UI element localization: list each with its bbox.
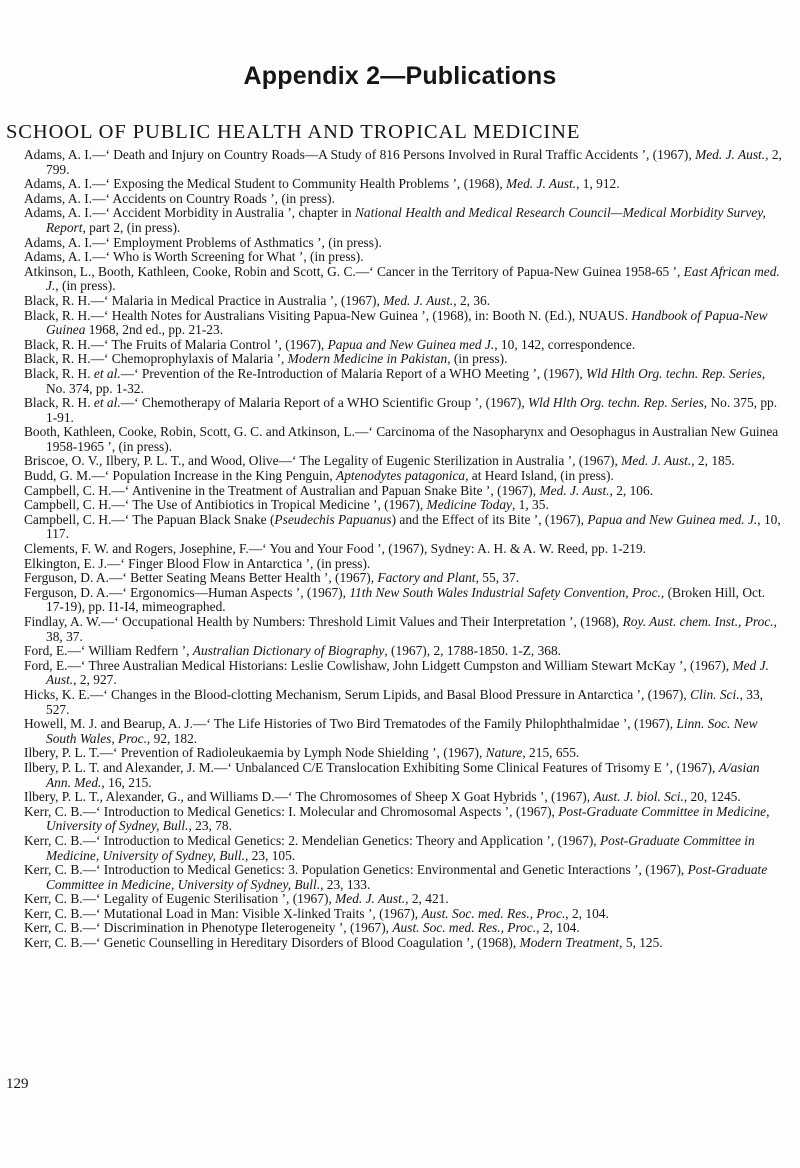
publication-entry: Adams, A. I.—‘ Accidents on Country Roads ’, (in press).	[24, 190, 335, 206]
publication-entry: Kerr, C. B.—‘ Genetic Counselling in Hereditary Disorders of Blood Coagulation ’, (1968), Modern Treatment, 5, 125.	[24, 935, 663, 951]
publication-entry: Kerr, C. B.—‘ Legality of Eugenic Sterilisation ’, (1967), Med. J. Aust., 2, 421.	[24, 891, 449, 907]
publication-entry: Black, R. H.—‘ Health Notes for Australians Visiting Papua-New Guinea ’, (1968), in: Booth N. (Ed.), NUAUS. Handbook of Papua-New Guinea 1968, 2nd ed., pp. 21-23.	[24, 307, 768, 338]
publication-entry: Ilbery, P. L. T. and Alexander, J. M.—‘ Unbalanced C/E Translocation Exhibiting Some Clinical Features of Trisomy E ’, (1967), A/asian Ann. Med., 16, 215.	[24, 759, 760, 790]
publication-entry: Howell, M. J. and Bearup, A. J.—‘ The Life Histories of Two Bird Trematodes of the Family Philophthalmidae ’, (1967), Linn. Soc. New South Wales, Proc., 92, 182.	[24, 716, 758, 746]
publication-entry: Adams, A. I.—‘ Death and Injury on Country Roads—A Study of 816 Persons Involved in Rural Traffic Accidents ’, (1967), Med. J. Aust., 2, 799.	[24, 147, 782, 177]
publication-entry: Kerr, C. B.—‘ Introduction to Medical Genetics: I. Molecular and Chromosomal Aspects ’, (1967), Post-Graduate Committee in Medicine, University of Sydney, Bull., 23, 78.	[24, 803, 770, 834]
publication-entry: Kerr, C. B.—‘ Introduction to Medical Genetics: 2. Mendelian Genetics: Theory and Application ’, (1967), Post-Graduate Committee in Medicine, University of Sydney, Bull., 23, 105.	[24, 832, 755, 863]
publication-entry: Adams, A. I.—‘ Accident Morbidity in Australia ’, chapter in National Health and Medical Research Council—Medical Morbidity Survey, Report, part 2, (in press).	[24, 205, 766, 235]
page-title: Appendix 2—Publications	[243, 62, 557, 90]
publication-entry: Hicks, K. E.—‘ Changes in the Blood-clotting Mechanism, Serum Lipids, and Basal Blood Pressure in Antarctica ’, (1967), Clin. Sci., 33, 527.	[24, 686, 763, 717]
publication-entry: Briscoe, O. V., Ilbery, P. L. T., and Wood, Olive—‘ The Legality of Eugenic Sterilization in Australia ’, (1967), Med. J. Aust., 2, 185.	[24, 453, 735, 469]
publication-entry: Black, R. H.—‘ Chemoprophylaxis of Malaria ’, Modern Medicine in Pakistan, (in press).	[24, 351, 508, 367]
publication-entry: Campbell, C. H.—‘ The Papuan Black Snake (Pseudechis Papuanus) and the Effect of its Bite ’, (1967), Papua and New Guinea med. J., 10, 117.	[24, 511, 781, 542]
publication-entry: Clements, F. W. and Rogers, Josephine, F.—‘ You and Your Food ’, (1967), Sydney: A. H. & A. W. Reed, pp. 1-219.	[24, 541, 647, 557]
publication-entry: Black, R. H.—‘ The Fruits of Malaria Control ’, (1967), Papua and New Guinea med J., 10, 142, correspondence.	[24, 336, 636, 352]
publication-entry: Ford, E.—‘ Three Australian Medical Historians: Leslie Cowlishaw, John Lidgett Cumpston and William Stewart McKay ’, (1967), Med J. Aust., 2, 927.	[24, 657, 769, 688]
publication-entry: Ferguson, D. A.—‘ Ergonomics—Human Aspects ’, (1967), 11th New South Wales Industrial Safety Convention, Proc., (Broken Hill, Oct. 17-19), pp. I1-I4, mimeographed.	[24, 584, 766, 615]
publication-entry: Elkington, E. J.—‘ Finger Blood Flow in Antarctica ’, (in press).	[24, 555, 371, 571]
publication-entry: Black, R. H. et al.—‘ Chemotherapy of Malaria Report of a WHO Scientific Group ’, (1967), Wld Hlth Org. techn. Rep. Series, No. 375, pp. 1-91.	[24, 395, 778, 425]
publication-entry: Ilbery, P. L. T., Alexander, G., and Williams D.—‘ The Chromosomes of Sheep X Goat Hybrids ’, (1967), Aust. J. biol. Sci., 20, 1245.	[24, 789, 741, 805]
publication-entry: Kerr, C. B.—‘ Mutational Load in Man: Visible X-linked Traits ’, (1967), Aust. Soc. med. Res., Proc., 2, 104.	[24, 905, 609, 921]
publication-list	[24, 148, 786, 951]
publication-entry: Adams, A. I.—‘ Employment Problems of Asthmatics ’, (in press).	[24, 234, 382, 250]
publication-entry: Ferguson, D. A.—‘ Better Seating Means Better Health ’, (1967), Factory and Plant, 55, 37.	[24, 570, 520, 586]
section-heading: SCHOOL OF PUBLIC HEALTH AND TROPICAL MEDICINE	[6, 121, 581, 143]
page-number: 129	[6, 1076, 29, 1092]
publication-entry: Booth, Kathleen, Cooke, Robin, Scott, G. C. and Atkinson, L.—‘ Carcinoma of the Nasopharynx and Oesophagus in Australian New Guinea 1958-1965 ’, (in press).	[24, 424, 779, 454]
publication-entry: Kerr, C. B.—‘ Introduction to Medical Genetics: 3. Population Genetics: Environmental and Genetic Interactions ’, (1967), Post-Graduate Committee in Medicine, University of Sydney, Bull., 23, 133.	[24, 862, 768, 892]
publication-entry: Budd, G. M.—‘ Population Increase in the King Penguin, Aptenodytes patagonica, at Heard Island, (in press).	[24, 468, 614, 484]
publication-entry: Campbell, C. H.—‘ Antivenine in the Treatment of Australian and Papuan Snake Bite ’, (1967), Med. J. Aust., 2, 106.	[24, 482, 654, 498]
publication-entry: Campbell, C. H.—‘ The Use of Antibiotics in Tropical Medicine ’, (1967), Medicine Today, 1, 35.	[24, 497, 549, 513]
publication-entry: Findlay, A. W.—‘ Occupational Health by Numbers: Threshold Limit Values and Their Interpretation ’, (1968), Roy. Aust. chem. Inst., Proc., 38, 37.	[24, 614, 777, 644]
publication-entry: Black, R. H. et al.—‘ Prevention of the Re-Introduction of Malaria Report of a WHO Meeting ’, (1967), Wld Hlth Org. techn. Rep. Series, No. 374, pp. 1-32.	[24, 365, 766, 396]
publication-entry: Atkinson, L., Booth, Kathleen, Cooke, Robin and Scott, G. C.—‘ Cancer in the Territory of Papua-New Guinea 1958-65 ’, East African med. J., (in press).	[24, 263, 780, 294]
publication-entry: Ford, E.—‘ William Redfern ’, Australian Dictionary of Biography, (1967), 2, 1788-1850. 1-Z, 368.	[24, 643, 562, 659]
publication-entry: Black, R. H.—‘ Malaria in Medical Practice in Australia ’, (1967), Med. J. Aust., 2, 36.	[24, 292, 491, 308]
publication-entry: Kerr, C. B.—‘ Discrimination in Phenotype Ileterogeneity ’, (1967), Aust. Soc. med. Res., Proc., 2, 104.	[24, 920, 580, 936]
publication-entry: Adams, A. I.—‘ Exposing the Medical Student to Community Health Problems ’, (1968), Med. J. Aust., 1, 912.	[24, 176, 620, 192]
publication-entry: Ilbery, P. L. T.—‘ Prevention of Radioleukaemia by Lymph Node Shielding ’, (1967), Nature, 215, 655.	[24, 745, 580, 761]
publication-entry: Adams, A. I.—‘ Who is Worth Screening for What ’, (in press).	[24, 249, 364, 265]
